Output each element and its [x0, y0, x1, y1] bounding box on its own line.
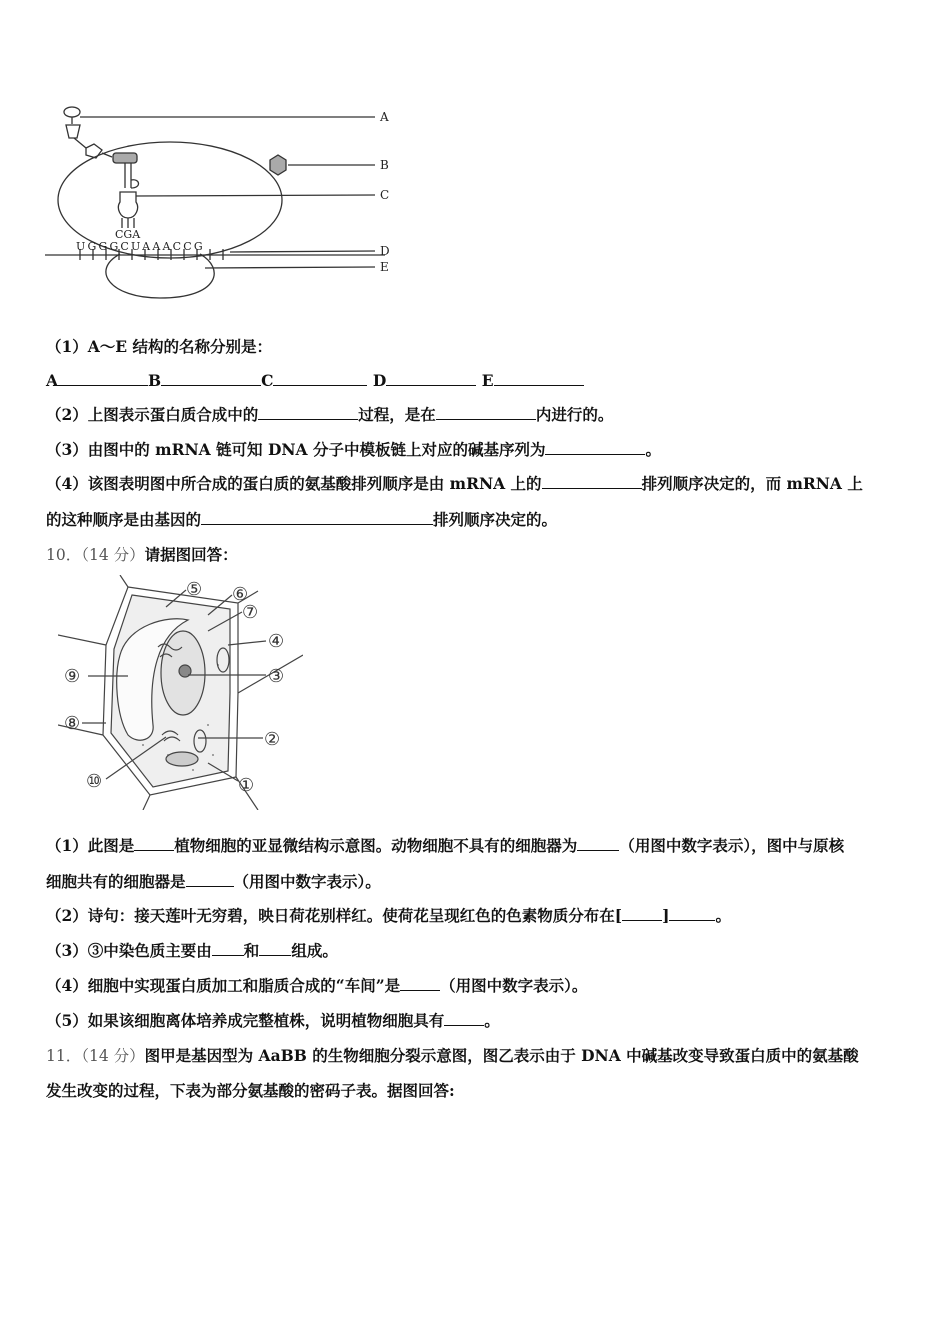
blank-e[interactable]	[494, 371, 584, 386]
cell-label-9: ⑨	[64, 666, 81, 687]
q10-title: 请据图回答：	[144, 545, 238, 564]
q10-part2: （2）诗句：接天莲叶无穷碧，映日荷花别样红。使荷花呈现红色的色素物质分布在[ ] 。	[46, 906, 731, 925]
blank-codon-order[interactable]	[542, 474, 642, 489]
q10-part1a: （1）此图是 植物细胞的亚显微结构示意图。动物细胞不具有的细胞器为 （用图中数字表示），图中与原核	[46, 836, 845, 855]
q10-score: （14 分）	[81, 546, 145, 564]
q9-part4b: 的这种顺序是由基因的 排列顺序决定的。	[46, 510, 558, 529]
q10-part5: （5）如果该细胞离体培养成完整植株，说明植物细胞具有 。	[46, 1011, 500, 1030]
amino-acid-4	[113, 153, 137, 163]
blank-c[interactable]	[273, 371, 367, 386]
blank-pigment-name[interactable]	[669, 906, 715, 921]
blank-plant-type[interactable]	[134, 836, 174, 851]
blank-chromatin-1[interactable]	[212, 941, 244, 956]
q9-part2: （2）上图表示蛋白质合成中的 过程，是在 内进行的。	[46, 405, 614, 424]
q10-part4: （4）细胞中实现蛋白质加工和脂质合成的“车间”是 （用图中数字表示）。	[46, 976, 588, 995]
mrna-sequence-text: UGGGCUAAACCG	[76, 240, 205, 253]
trna-side-loop	[131, 180, 139, 188]
cell-label-4: ④	[268, 631, 285, 652]
cell-label-6: ⑥	[232, 584, 249, 605]
label-e: E	[380, 260, 389, 274]
blank-a[interactable]	[58, 371, 148, 386]
blank-dna-sequence[interactable]	[545, 440, 645, 455]
cell-label-2: ②	[264, 729, 281, 750]
anticodon-text: CGA	[115, 228, 141, 241]
label-d: D	[380, 244, 390, 258]
label-a: A	[380, 110, 389, 124]
label-c: C	[380, 188, 390, 202]
translation-diagram	[40, 100, 410, 300]
q10-part1b: 细胞共有的细胞器是 （用图中数字表示）。	[46, 872, 381, 891]
label-b: B	[380, 158, 389, 172]
q11-score: （14 分）	[81, 1047, 145, 1065]
chloroplast	[166, 752, 198, 766]
blank-chromatin-2[interactable]	[259, 941, 291, 956]
q9-part1: （1）A～E 结构的名称分别是：	[46, 337, 273, 356]
amino-acid-2	[66, 125, 80, 138]
blank-pigment-number[interactable]	[622, 906, 662, 921]
blank-gene-order[interactable]	[201, 510, 433, 525]
plant-cell-diagram	[58, 575, 303, 810]
blank-b[interactable]	[161, 371, 261, 386]
cell-label-8: ⑧	[64, 713, 81, 734]
blank-d[interactable]	[386, 371, 476, 386]
free-amino-acid	[270, 155, 286, 175]
amino-acid-1	[64, 107, 80, 117]
cell-label-10: ⑩	[86, 771, 103, 792]
q11-line2: 发生改变的过程，下表为部分氨基酸的密码子表。据图回答:	[46, 1081, 455, 1100]
q10-number: 10．	[46, 546, 82, 564]
blank-organelles-absent[interactable]	[577, 836, 619, 851]
cell-label-5: ⑤	[186, 579, 203, 600]
q11-number: 11．	[46, 1047, 82, 1065]
q11-text-a: 图甲是基因型为 AaBB 的生物细胞分裂示意图，图乙表示由于 DNA 中碱基改变导致蛋白质中的氨基酸	[144, 1046, 859, 1065]
q10-part3: （3）③中染色质主要由 和 组成。	[46, 941, 338, 960]
blank-workshop[interactable]	[400, 976, 440, 991]
q9-part4a: （4）该图表明图中所合成的蛋白质的氨基酸排列顺序是由 mRNA 上的 排列顺序决定的，而 mRNA 上	[46, 474, 863, 493]
amino-acid-3	[86, 144, 102, 158]
blank-process[interactable]	[258, 405, 358, 420]
trna-body	[118, 192, 137, 218]
q9-blanks-row: A B C D E	[46, 371, 584, 391]
cell-label-1: ①	[238, 775, 255, 796]
cell-label-7: ⑦	[242, 602, 259, 623]
q11-line1	[46, 1046, 859, 1066]
ribosome-small-subunit	[106, 254, 214, 298]
cell-label-3: ③	[268, 666, 285, 687]
blank-totipotency[interactable]	[444, 1011, 484, 1026]
blank-shared-organelle[interactable]	[186, 872, 234, 887]
q10-header	[46, 545, 238, 565]
q9-part3: （3）由图中的 mRNA 链可知 DNA 分子中模板链上对应的碱基序列为 。	[46, 440, 661, 459]
blank-location[interactable]	[436, 405, 536, 420]
